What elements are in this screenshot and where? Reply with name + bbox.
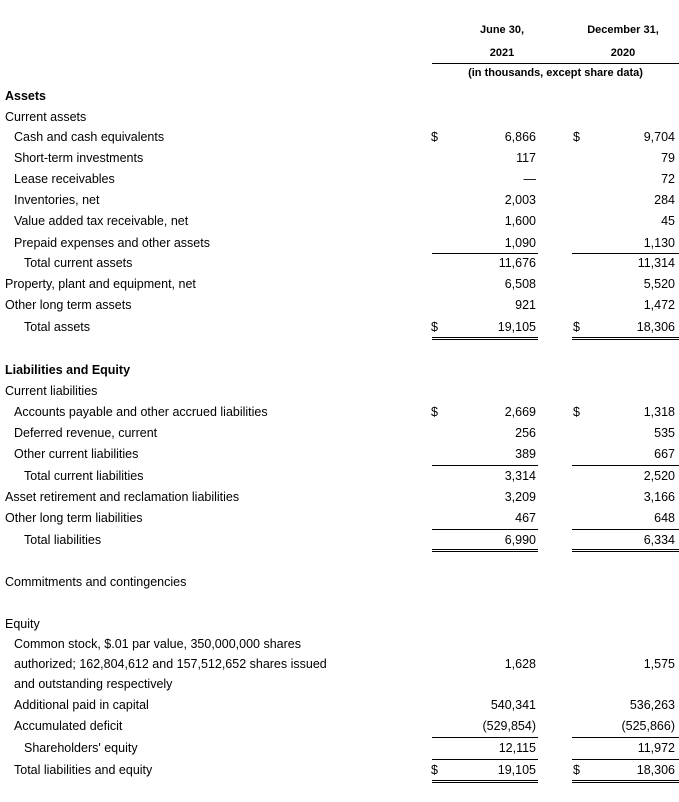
value-dec-2020: 667 [654,447,675,461]
row-label: Current assets [5,110,87,124]
table-row [0,214,679,232]
currency-symbol: $ [573,405,580,419]
value-dec-2020: 1,130 [643,236,675,250]
rule-line [572,759,679,760]
row-label: Assets [5,89,46,103]
row-label: Current liabilities [5,384,98,398]
value-june-2021: 1,628 [504,657,536,671]
table-row [0,320,679,338]
rule-line [432,551,538,552]
value-june-2021: — [523,172,536,186]
table-row [0,698,679,716]
rule-line [572,780,679,781]
value-june-2021: 1,600 [504,214,536,228]
row-label: Cash and cash equivalents [14,130,165,144]
rule-line [432,339,538,340]
row-label: Liabilities and Equity [5,363,131,377]
table-row [0,384,679,402]
row-label: Other long term liabilities [5,511,143,525]
currency-symbol: $ [431,405,438,419]
table-row [0,193,679,211]
rule-line [572,465,679,466]
table-row [0,405,679,423]
row-label: Short-term investments [14,151,144,165]
row-label: Property, plant and equipment, net [5,277,196,291]
value-dec-2020: 79 [661,151,675,165]
table-row [0,110,679,128]
table-row [0,617,679,635]
row-label: Deferred revenue, current [14,426,158,440]
currency-symbol: $ [431,320,438,334]
currency-symbol: $ [573,130,580,144]
value-june-2021: 921 [515,298,536,312]
value-dec-2020: 11,314 [637,256,675,270]
row-label: and outstanding respectively [14,677,173,691]
row-label: Common stock, $.01 par value, 350,000,000 shares [14,637,301,651]
row-label: Shareholders' equity [24,741,138,755]
rule-line [432,549,538,550]
row-label: Total current assets [24,256,133,270]
value-june-2021: 3,209 [504,490,536,504]
value-dec-2020: 11,972 [637,741,675,755]
row-label: Accumulated deficit [14,719,123,733]
row-label: Additional paid in capital [14,698,149,712]
row-label: Total current liabilities [24,469,144,483]
value-june-2021: 2,669 [504,405,536,419]
table-row [0,363,679,381]
rule-line [432,759,538,760]
rule-line [572,337,679,338]
value-dec-2020: 1,575 [643,657,675,671]
table-row [0,89,679,107]
table-row [0,130,679,148]
value-june-2021: 256 [515,426,536,440]
header-subtitle: (in thousands, except share data) [468,67,643,79]
row-label: Prepaid expenses and other assets [14,236,210,250]
value-dec-2020: 5,520 [643,277,675,291]
value-june-2021: 6,866 [504,130,536,144]
value-june-2021: 19,105 [497,320,536,334]
rule-line [432,782,538,783]
rule-line [432,253,538,254]
value-june-2021: 1,090 [504,236,536,250]
value-dec-2020: 648 [654,511,675,525]
value-june-2021: 467 [515,511,536,525]
col2-header-line2: 2020 [610,47,636,59]
value-june-2021: 6,990 [504,533,536,547]
value-june-2021: 11,676 [498,256,536,270]
table-row [0,511,679,529]
value-dec-2020: 9,704 [643,130,675,144]
value-june-2021: 19,105 [497,763,536,777]
value-june-2021: 2,003 [504,193,536,207]
row-label: Lease receivables [14,172,115,186]
value-june-2021: 3,314 [504,469,536,483]
currency-symbol: $ [431,130,438,144]
col2-header-line1: December 31, [587,24,659,36]
header-divider [432,63,679,64]
table-row [0,172,679,190]
row-label: Total liabilities and equity [14,763,153,777]
rule-line [572,253,679,254]
row-label: Equity [5,617,40,631]
rule-line [572,551,679,552]
rule-line [432,737,538,738]
row-label: Asset retirement and reclamation liabilities [5,490,240,504]
col1-header-line1: June 30, [479,24,525,36]
table-row [0,490,679,508]
table-row [0,741,679,759]
table-row [0,469,679,487]
table-row [0,657,679,675]
table-row [0,151,679,169]
row-label: Total liabilities [24,533,102,547]
value-dec-2020: 72 [661,172,675,186]
value-dec-2020: 284 [654,193,675,207]
table-row [0,719,679,737]
row-label: authorized; 162,804,612 and 157,512,652 shares issued [14,657,327,671]
value-dec-2020: 1,318 [643,405,675,419]
value-june-2021: 389 [515,447,536,461]
table-row [0,763,679,781]
value-june-2021: 540,341 [490,698,536,712]
row-label: Total assets [24,320,91,334]
col1-header-line2: 2021 [489,47,515,59]
currency-symbol: $ [431,763,438,777]
rule-line [432,465,538,466]
value-dec-2020: 18,306 [636,763,675,777]
value-dec-2020: 3,166 [643,490,675,504]
rule-line [432,337,538,338]
value-june-2021: (529,854) [482,719,536,733]
value-june-2021: 6,508 [504,277,536,291]
rule-line [572,339,679,340]
rule-line [432,780,538,781]
row-label: Inventories, net [14,193,100,207]
row-label: Other current liabilities [14,447,139,461]
value-dec-2020: 18,306 [636,320,675,334]
value-june-2021: 117 [516,151,536,165]
currency-symbol: $ [573,320,580,334]
table-row [0,256,679,274]
row-label: Accounts payable and other accrued liabilities [14,405,268,419]
table-row [0,426,679,444]
value-dec-2020: 535 [654,426,675,440]
row-label: Value added tax receivable, net [14,214,189,228]
table-row [0,575,679,593]
rule-line [572,737,679,738]
rule-line [432,529,538,530]
value-dec-2020: (525,866) [621,719,675,733]
rule-line [572,782,679,783]
rule-line [572,549,679,550]
table-row [0,637,679,655]
value-june-2021: 12,115 [498,741,536,755]
table-row [0,447,679,465]
value-dec-2020: 2,520 [643,469,675,483]
currency-symbol: $ [573,763,580,777]
row-label: Other long term assets [5,298,132,312]
table-row [0,677,679,695]
value-dec-2020: 6,334 [643,533,675,547]
rule-line [572,529,679,530]
value-dec-2020: 1,472 [643,298,675,312]
table-row [0,277,679,295]
table-row [0,236,679,254]
table-row [0,298,679,316]
value-dec-2020: 536,263 [629,698,675,712]
value-dec-2020: 45 [661,214,675,228]
row-label: Commitments and contingencies [5,575,187,589]
